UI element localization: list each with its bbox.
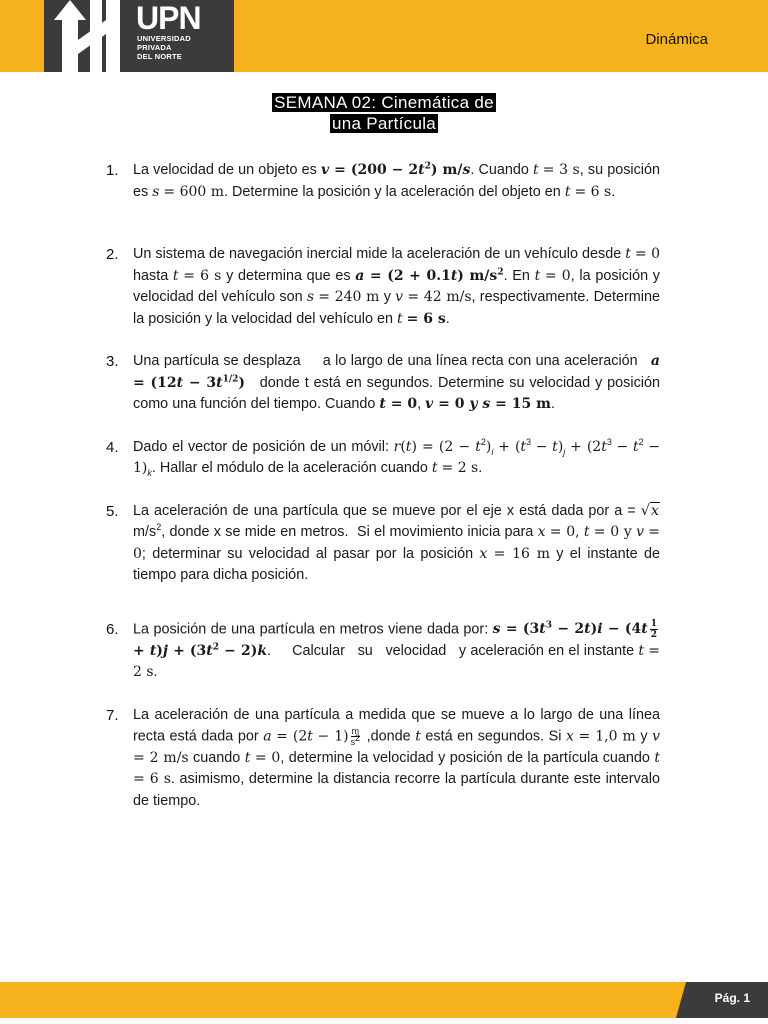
problem-list	[108, 160, 660, 812]
problem-item	[108, 501, 660, 587]
title-line-1: SEMANA 02: Cinemática de	[274, 93, 494, 112]
footer-band	[0, 982, 768, 1018]
problem-text: La velocidad de un objeto es $v = (200 - 2t^2)$ m/s. Cuando t = 3 s, su posición es s = 600 m. Determine la posición y la aceleración del objeto en t = 6 s.	[133, 161, 660, 200]
problem-number: 6.	[106, 620, 119, 638]
problem-item	[108, 619, 660, 684]
problem-item	[108, 437, 660, 480]
problem-text: Dado el vector de posición de un móvil: $r(t) = (2 - t^2)_i + (t^3 - t)_j + (2t^3 - t^2 - 1)_k$. Hallar el módulo de la aceleración cuando t = 2 s.	[133, 436, 661, 478]
problem-text: Una partícula se desplaza a lo largo de una línea recta con una aceleración $a = (12t - 3t^{1/2})$ donde t está en segundos. Determine su velocidad y posición como una función del tiempo. Cuando t = 0, v = 0 y s = 15 m.	[133, 353, 660, 412]
problem-number: 1.	[106, 162, 119, 179]
logo-mark-icon	[50, 0, 134, 72]
problem-text: La aceleración de una partícula que se mueve por el eje x está dada por a = √x $m/s^2$, donde x se mide en metros. Si el movimiento inicia para x = 0, t = 0 y v = 0; determinar su velocidad al pasar por la posición x = 16 m y el instante de tiempo para dicha posición.	[133, 502, 661, 583]
problem-number: 5.	[106, 502, 119, 520]
logo-subtitle: UNIVERSIDAD PRIVADA DEL NORTE	[137, 34, 191, 61]
problem-number: 2.	[106, 246, 119, 263]
logo-text: UPN	[136, 0, 201, 36]
problem-number: 4.	[106, 438, 119, 456]
page-number: Pág. 1	[714, 991, 750, 1005]
problem-item	[108, 705, 660, 813]
problem-item	[108, 351, 660, 416]
university-logo	[44, 0, 234, 72]
page-title	[0, 92, 768, 134]
problem-text: La aceleración de una partícula a medida que se mueve a lo largo de una línea recta está dada por a = (2t − 1) $\frac{m}{s^2}$ ,donde t está en segundos. Si x = 1,0 m y v = 2 m/s cuando t = 0, determine la velocidad y posición de la partícula cuando t = 6 s. asimismo, determine la distancia recorre la partícula durante este intervalo de tiempo.	[133, 706, 661, 809]
course-name: Dinámica	[645, 31, 708, 48]
problem-text: La posición de una partícula en metros viene dada por: $s = (3t^3 - 2t)i - (4t$ $\frac{1}{2}$ + $t)j + (3t^2 - 2)k$. Calcular su velocidad y aceleración en el instante t = 2 s.	[133, 618, 661, 680]
problem-number: 3.	[106, 353, 119, 370]
problem-item	[108, 244, 660, 330]
problem-number: 7.	[106, 706, 119, 724]
title-line-2: una Partícula	[331, 114, 437, 133]
problem-text: Un sistema de navegación inercial mide la aceleración de un vehículo desde t = 0 hasta t = 6 s y determina que es a = (2 + 0.1t) $m/s^2$. En t = 0, la posición y velocidad del vehículo son s = 240 m y v = 42 m/s, respectivamente. Determine la posición y la velocidad del vehículo en t = 6 s.	[133, 246, 661, 327]
problem-item	[108, 160, 660, 223]
